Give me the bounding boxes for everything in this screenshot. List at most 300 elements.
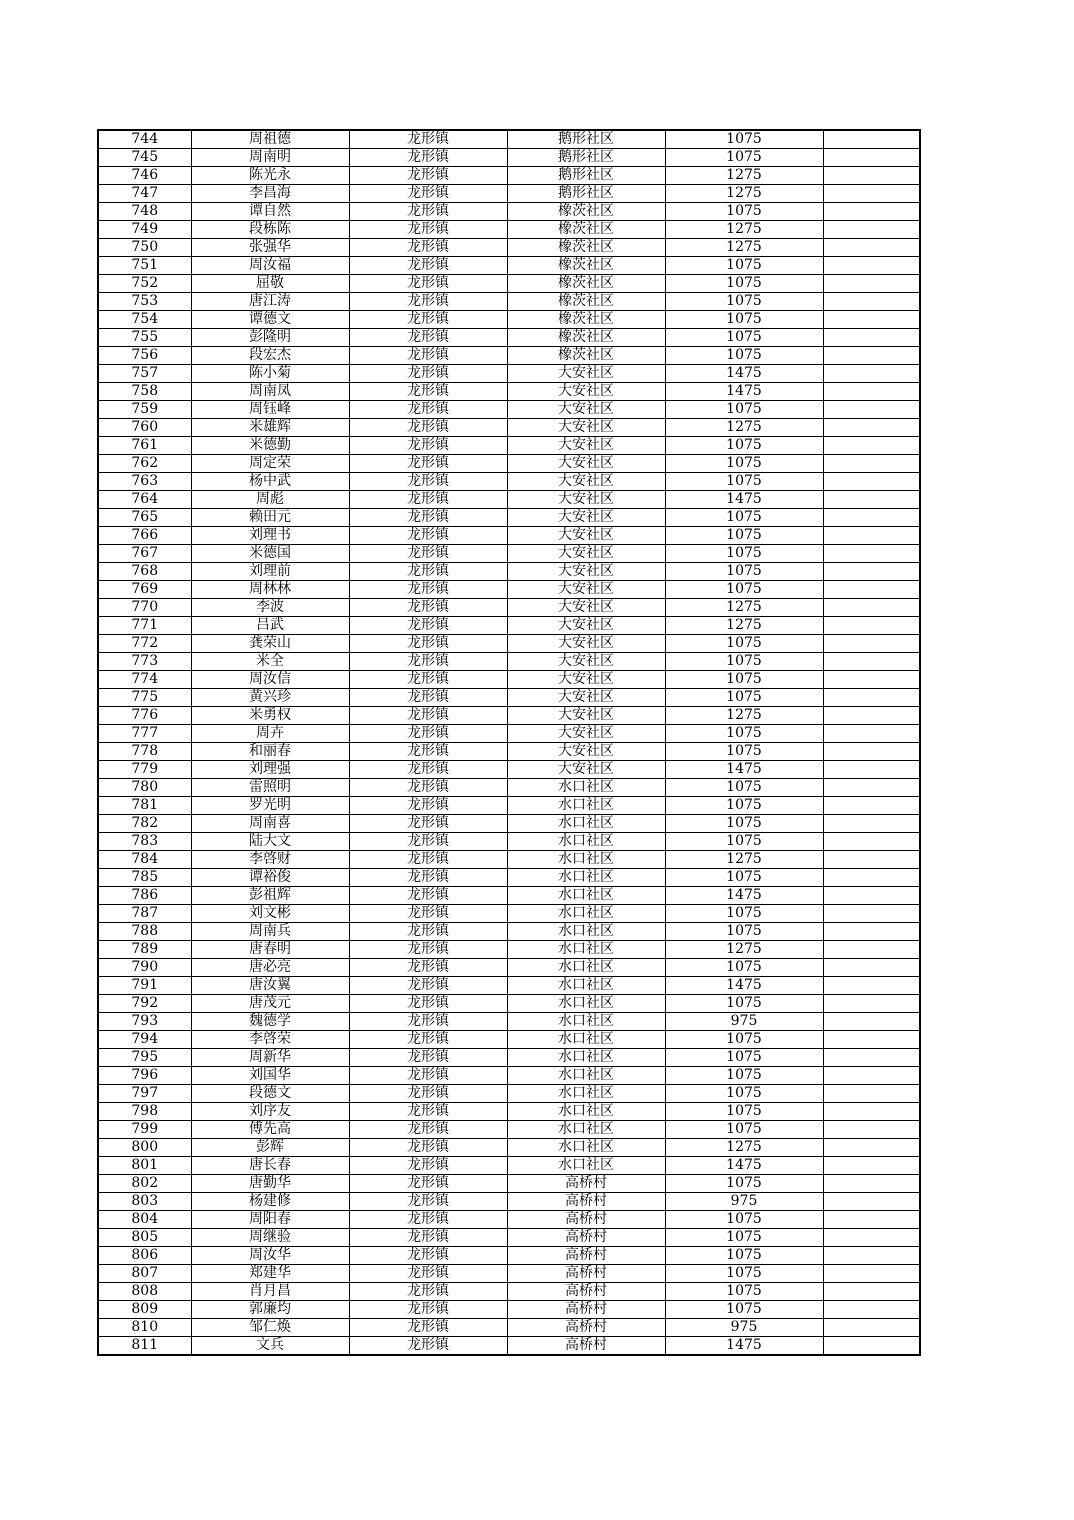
serial-number-cell: 804 [98,1211,191,1229]
serial-number-cell: 758 [98,383,191,401]
serial-number-cell: 790 [98,959,191,977]
town-cell: 龙形镇 [349,149,507,167]
village-cell: 水口社区 [507,941,665,959]
name-cell: 周汝福 [191,257,349,275]
village-cell: 水口社区 [507,833,665,851]
serial-number-cell: 794 [98,1031,191,1049]
town-cell: 龙形镇 [349,617,507,635]
table-row [98,1067,920,1085]
serial-number-cell: 792 [98,995,191,1013]
note-cell [823,1247,920,1265]
serial-number-cell: 772 [98,635,191,653]
town-cell: 龙形镇 [349,437,507,455]
table-row [98,1247,920,1265]
name-cell: 刘理强 [191,761,349,779]
village-cell: 水口社区 [507,1067,665,1085]
note-cell [823,1121,920,1139]
table-row [98,437,920,455]
town-cell: 龙形镇 [349,563,507,581]
amount-cell: 1075 [665,563,823,581]
note-cell [823,707,920,725]
table-row [98,869,920,887]
town-cell: 龙形镇 [349,347,507,365]
village-cell: 水口社区 [507,1085,665,1103]
note-cell [823,653,920,671]
name-cell: 傅先高 [191,1121,349,1139]
town-cell: 龙形镇 [349,1193,507,1211]
note-cell [823,995,920,1013]
town-cell: 龙形镇 [349,905,507,923]
name-cell: 彭隆明 [191,329,349,347]
name-cell: 赖田元 [191,509,349,527]
name-cell: 周汝华 [191,1247,349,1265]
serial-number-cell: 783 [98,833,191,851]
serial-number-cell: 810 [98,1319,191,1337]
note-cell [823,1283,920,1301]
village-cell: 高桥村 [507,1211,665,1229]
village-cell: 高桥村 [507,1229,665,1247]
amount-cell: 975 [665,1319,823,1337]
town-cell: 龙形镇 [349,1211,507,1229]
name-cell: 周继验 [191,1229,349,1247]
serial-number-cell: 786 [98,887,191,905]
serial-number-cell: 759 [98,401,191,419]
village-cell: 大安社区 [507,545,665,563]
serial-number-cell: 776 [98,707,191,725]
amount-cell: 1275 [665,239,823,257]
town-cell: 龙形镇 [349,1265,507,1283]
table-row [98,1193,920,1211]
town-cell: 龙形镇 [349,1067,507,1085]
village-cell: 水口社区 [507,1121,665,1139]
note-cell [823,293,920,311]
amount-cell: 1475 [665,1337,823,1356]
amount-cell: 1475 [665,761,823,779]
table-row [98,995,920,1013]
name-cell: 谭裕俊 [191,869,349,887]
village-cell: 大安社区 [507,617,665,635]
village-cell: 橡茨社区 [507,275,665,293]
amount-cell: 1075 [665,527,823,545]
note-cell [823,527,920,545]
town-cell: 龙形镇 [349,977,507,995]
town-cell: 龙形镇 [349,833,507,851]
table-row [98,419,920,437]
name-cell: 李啓财 [191,851,349,869]
name-cell: 谭自然 [191,203,349,221]
name-cell: 米德国 [191,545,349,563]
amount-cell: 1075 [665,671,823,689]
village-cell: 水口社区 [507,797,665,815]
village-cell: 水口社区 [507,1049,665,1067]
village-cell: 大安社区 [507,491,665,509]
amount-cell: 1475 [665,887,823,905]
village-cell: 大安社区 [507,365,665,383]
note-cell [823,797,920,815]
serial-number-cell: 798 [98,1103,191,1121]
village-cell: 大安社区 [507,527,665,545]
village-cell: 大安社区 [507,743,665,761]
name-cell: 唐汝翼 [191,977,349,995]
name-cell: 杨中武 [191,473,349,491]
village-cell: 橡茨社区 [507,203,665,221]
name-cell: 和丽春 [191,743,349,761]
table-row [98,257,920,275]
name-cell: 肖月昌 [191,1283,349,1301]
name-cell: 段德文 [191,1085,349,1103]
name-cell: 刘理书 [191,527,349,545]
amount-cell: 1275 [665,707,823,725]
town-cell: 龙形镇 [349,293,507,311]
name-cell: 周南兵 [191,923,349,941]
serial-number-cell: 775 [98,689,191,707]
amount-cell: 1075 [665,1067,823,1085]
village-cell: 大安社区 [507,707,665,725]
village-cell: 大安社区 [507,437,665,455]
amount-cell: 1075 [665,1121,823,1139]
table-row [98,311,920,329]
village-cell: 水口社区 [507,959,665,977]
amount-cell: 1075 [665,149,823,167]
note-cell [823,329,920,347]
town-cell: 龙形镇 [349,221,507,239]
town-cell: 龙形镇 [349,239,507,257]
village-cell: 水口社区 [507,1013,665,1031]
town-cell: 龙形镇 [349,203,507,221]
table-row [98,527,920,545]
name-cell: 周彪 [191,491,349,509]
table-row [98,383,920,401]
town-cell: 龙形镇 [349,473,507,491]
note-cell [823,599,920,617]
note-cell [823,941,920,959]
name-cell: 段栋陈 [191,221,349,239]
note-cell [823,977,920,995]
note-cell [823,1301,920,1319]
table-row [98,1049,920,1067]
table-row [98,1121,920,1139]
name-cell: 周汝信 [191,671,349,689]
amount-cell: 975 [665,1013,823,1031]
table-row [98,365,920,383]
name-cell: 唐勤华 [191,1175,349,1193]
serial-number-cell: 805 [98,1229,191,1247]
name-cell: 彭祖辉 [191,887,349,905]
amount-cell: 1075 [665,1085,823,1103]
town-cell: 龙形镇 [349,635,507,653]
village-cell: 大安社区 [507,689,665,707]
serial-number-cell: 749 [98,221,191,239]
amount-cell: 1075 [665,329,823,347]
serial-number-cell: 780 [98,779,191,797]
serial-number-cell: 784 [98,851,191,869]
serial-number-cell: 791 [98,977,191,995]
table-row [98,581,920,599]
serial-number-cell: 778 [98,743,191,761]
serial-number-cell: 744 [98,130,191,149]
note-cell [823,167,920,185]
serial-number-cell: 811 [98,1337,191,1356]
village-cell: 鹅形社区 [507,130,665,149]
serial-number-cell: 788 [98,923,191,941]
village-cell: 鹅形社区 [507,167,665,185]
note-cell [823,275,920,293]
table-row [98,1301,920,1319]
village-cell: 大安社区 [507,455,665,473]
table-row [98,239,920,257]
serial-number-cell: 767 [98,545,191,563]
town-cell: 龙形镇 [349,1049,507,1067]
table-row [98,617,920,635]
table-row [98,653,920,671]
table-row [98,1265,920,1283]
name-cell: 陈小菊 [191,365,349,383]
note-cell [823,869,920,887]
table-row [98,743,920,761]
village-cell: 大安社区 [507,671,665,689]
name-cell: 周林林 [191,581,349,599]
amount-cell: 1075 [665,311,823,329]
serial-number-cell: 765 [98,509,191,527]
table-row [98,833,920,851]
serial-number-cell: 800 [98,1139,191,1157]
town-cell: 龙形镇 [349,923,507,941]
town-cell: 龙形镇 [349,1301,507,1319]
name-cell: 李昌海 [191,185,349,203]
note-cell [823,905,920,923]
table-row [98,275,920,293]
village-cell: 高桥村 [507,1265,665,1283]
table-row [98,887,920,905]
town-cell: 龙形镇 [349,185,507,203]
amount-cell: 1075 [665,509,823,527]
note-cell [823,887,920,905]
serial-number-cell: 761 [98,437,191,455]
village-cell: 高桥村 [507,1175,665,1193]
town-cell: 龙形镇 [349,815,507,833]
town-cell: 龙形镇 [349,311,507,329]
table-row [98,509,920,527]
town-cell: 龙形镇 [349,743,507,761]
serial-number-cell: 802 [98,1175,191,1193]
amount-cell: 1275 [665,167,823,185]
note-cell [823,130,920,149]
town-cell: 龙形镇 [349,527,507,545]
amount-cell: 1075 [665,473,823,491]
name-cell: 段宏杰 [191,347,349,365]
note-cell [823,1067,920,1085]
village-cell: 水口社区 [507,779,665,797]
table-row [98,959,920,977]
village-cell: 大安社区 [507,401,665,419]
amount-cell: 1075 [665,545,823,563]
town-cell: 龙形镇 [349,851,507,869]
note-cell [823,1013,920,1031]
town-cell: 龙形镇 [349,1013,507,1031]
amount-cell: 1275 [665,599,823,617]
serial-number-cell: 747 [98,185,191,203]
town-cell: 龙形镇 [349,509,507,527]
table-row [98,599,920,617]
name-cell: 周南凤 [191,383,349,401]
amount-cell: 1075 [665,401,823,419]
note-cell [823,347,920,365]
note-cell [823,1229,920,1247]
town-cell: 龙形镇 [349,1247,507,1265]
amount-cell: 1075 [665,1265,823,1283]
table-row [98,185,920,203]
table-row [98,1283,920,1301]
note-cell [823,203,920,221]
note-cell [823,1157,920,1175]
name-cell: 雷照明 [191,779,349,797]
amount-cell: 1275 [665,617,823,635]
town-cell: 龙形镇 [349,1121,507,1139]
amount-cell: 1075 [665,995,823,1013]
name-cell: 魏德学 [191,1013,349,1031]
amount-cell: 1075 [665,437,823,455]
town-cell: 龙形镇 [349,725,507,743]
amount-cell: 1075 [665,905,823,923]
note-cell [823,1103,920,1121]
town-cell: 龙形镇 [349,329,507,347]
table-row [98,1103,920,1121]
town-cell: 龙形镇 [349,707,507,725]
amount-cell: 1275 [665,221,823,239]
name-cell: 刘国华 [191,1067,349,1085]
note-cell [823,815,920,833]
village-cell: 橡茨社区 [507,311,665,329]
name-cell: 文兵 [191,1337,349,1356]
name-cell: 米全 [191,653,349,671]
note-cell [823,1319,920,1337]
table-row [98,455,920,473]
town-cell: 龙形镇 [349,401,507,419]
serial-number-cell: 746 [98,167,191,185]
village-cell: 大安社区 [507,653,665,671]
name-cell: 黄兴珍 [191,689,349,707]
amount-cell: 1075 [665,689,823,707]
name-cell: 周新华 [191,1049,349,1067]
amount-cell: 1075 [665,779,823,797]
village-cell: 橡茨社区 [507,293,665,311]
amount-cell: 1075 [665,257,823,275]
serial-number-cell: 764 [98,491,191,509]
note-cell [823,851,920,869]
name-cell: 唐江涛 [191,293,349,311]
town-cell: 龙形镇 [349,545,507,563]
town-cell: 龙形镇 [349,491,507,509]
village-cell: 水口社区 [507,977,665,995]
village-cell: 鹅形社区 [507,185,665,203]
town-cell: 龙形镇 [349,599,507,617]
serial-number-cell: 787 [98,905,191,923]
name-cell: 陆大文 [191,833,349,851]
village-cell: 橡茨社区 [507,329,665,347]
serial-number-cell: 801 [98,1157,191,1175]
village-cell: 橡茨社区 [507,221,665,239]
name-cell: 周南明 [191,149,349,167]
table-row [98,545,920,563]
village-cell: 水口社区 [507,995,665,1013]
note-cell [823,1193,920,1211]
serial-number-cell: 760 [98,419,191,437]
name-cell: 米雄辉 [191,419,349,437]
name-cell: 郭廉均 [191,1301,349,1319]
serial-number-cell: 808 [98,1283,191,1301]
village-cell: 高桥村 [507,1283,665,1301]
village-cell: 大安社区 [507,581,665,599]
amount-cell: 1075 [665,869,823,887]
serial-number-cell: 793 [98,1013,191,1031]
table-row [98,725,920,743]
name-cell: 唐春明 [191,941,349,959]
village-cell: 大安社区 [507,761,665,779]
village-cell: 水口社区 [507,869,665,887]
note-cell [823,743,920,761]
serial-number-cell: 762 [98,455,191,473]
serial-number-cell: 797 [98,1085,191,1103]
note-cell [823,419,920,437]
note-cell [823,1049,920,1067]
serial-number-cell: 773 [98,653,191,671]
amount-cell: 1075 [665,347,823,365]
name-cell: 周卉 [191,725,349,743]
note-cell [823,833,920,851]
village-cell: 大安社区 [507,599,665,617]
note-cell [823,617,920,635]
amount-cell: 1275 [665,941,823,959]
note-cell [823,725,920,743]
name-cell: 唐茂元 [191,995,349,1013]
village-cell: 高桥村 [507,1193,665,1211]
town-cell: 龙形镇 [349,1085,507,1103]
note-cell [823,689,920,707]
table-row [98,1337,920,1356]
amount-cell: 1275 [665,419,823,437]
note-cell [823,185,920,203]
amount-cell: 1075 [665,130,823,149]
amount-cell: 1475 [665,365,823,383]
town-cell: 龙形镇 [349,761,507,779]
amount-cell: 1475 [665,977,823,995]
roster-table-body [98,130,920,1355]
village-cell: 大安社区 [507,509,665,527]
serial-number-cell: 796 [98,1067,191,1085]
serial-number-cell: 750 [98,239,191,257]
table-row [98,491,920,509]
town-cell: 龙形镇 [349,581,507,599]
note-cell [823,221,920,239]
amount-cell: 1075 [665,203,823,221]
serial-number-cell: 795 [98,1049,191,1067]
table-row [98,1139,920,1157]
table-row [98,473,920,491]
note-cell [823,959,920,977]
town-cell: 龙形镇 [349,797,507,815]
amount-cell: 1475 [665,1157,823,1175]
serial-number-cell: 771 [98,617,191,635]
serial-number-cell: 763 [98,473,191,491]
town-cell: 龙形镇 [349,167,507,185]
village-cell: 大安社区 [507,383,665,401]
village-cell: 大安社区 [507,725,665,743]
name-cell: 吕武 [191,617,349,635]
table-row [98,130,920,149]
town-cell: 龙形镇 [349,130,507,149]
name-cell: 邹仁焕 [191,1319,349,1337]
table-row [98,761,920,779]
